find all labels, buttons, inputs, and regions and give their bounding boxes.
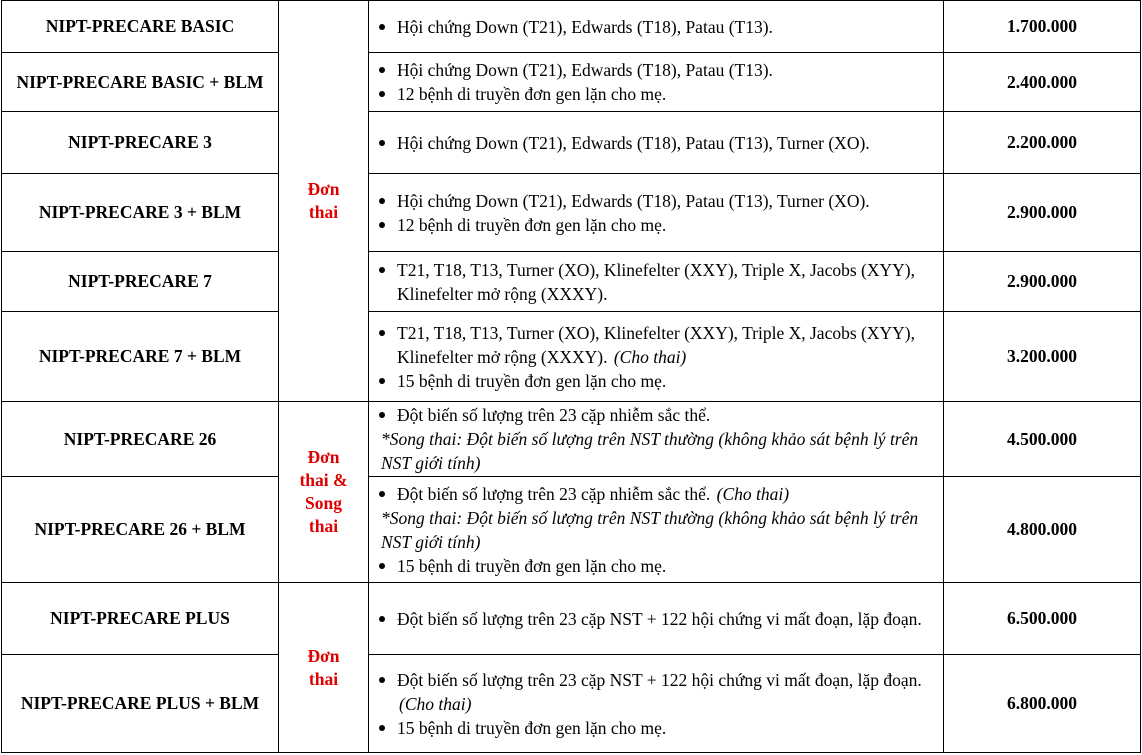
bullet-icon (379, 616, 385, 622)
test-type-label: Đơn thai (279, 583, 369, 753)
bullet-icon (379, 677, 385, 683)
bullet-icon (379, 725, 385, 731)
package-price: 2.200.000 (944, 112, 1141, 174)
list-item: T21, T18, T13, Turner (XO), Klinefelter (XXY), Triple X, Jacobs (XYY), Klinefelter mở rộng (XXXY). (379, 258, 935, 306)
list-item: 15 bệnh di truyền đơn gen lặn cho mẹ. (379, 369, 935, 393)
table-row (2, 174, 1141, 252)
package-name: NIPT-PRECARE PLUS + BLM (2, 655, 279, 753)
list-item: Hội chứng Down (T21), Edwards (T18), Patau (T13), Turner (XO). (379, 131, 935, 155)
twin-note: *Song thai: Đột biến số lượng trên NST thường (không khảo sát bệnh lý trên NST giới tính) (381, 429, 919, 473)
package-description (369, 583, 944, 655)
fetus-note: (Cho thai) (716, 483, 790, 504)
package-name: NIPT-PRECARE 26 (2, 402, 279, 477)
package-price: 1.700.000 (944, 1, 1141, 53)
list-item: T21, T18, T13, Turner (XO), Klinefelter (XXY), Triple X, Jacobs (XYY), Klinefelter mở rộng (XXXY). (Cho thai) (379, 321, 935, 369)
price-table (1, 0, 1141, 753)
table-row (2, 583, 1141, 655)
package-price: 4.500.000 (944, 402, 1141, 477)
list-item: Đột biến số lượng trên 23 cặp nhiễm sắc thể. (379, 403, 935, 427)
list-item: Đột biến số lượng trên 23 cặp NST + 122 hội chứng vi mất đoạn, lặp đoạn. (Cho thai) (379, 668, 935, 716)
package-name: NIPT-PRECARE 7 (2, 252, 279, 312)
package-description (369, 252, 944, 312)
list-item: Hội chứng Down (T21), Edwards (T18), Patau (T13). (379, 15, 935, 39)
fetus-note: (Cho thai) (399, 693, 472, 714)
table-row (2, 112, 1141, 174)
list-item: Hội chứng Down (T21), Edwards (T18), Patau (T13). (379, 58, 935, 82)
package-name: NIPT-PRECARE 26 + BLM (2, 477, 279, 583)
package-price: 2.400.000 (944, 53, 1141, 112)
table-row (2, 655, 1141, 753)
table-row (2, 1, 1141, 53)
package-price: 6.800.000 (944, 655, 1141, 753)
test-type-label: Đơn thai (279, 1, 369, 402)
bullet-icon (379, 491, 385, 497)
fetus-note: (Cho thai) (613, 346, 687, 367)
table-row (2, 312, 1141, 402)
bullet-icon (379, 378, 385, 384)
list-item: Đột biến số lượng trên 23 cặp NST + 122 hội chứng vi mất đoạn, lặp đoạn. (379, 607, 935, 631)
bullet-icon (379, 91, 385, 97)
package-description (369, 655, 944, 753)
package-price: 6.500.000 (944, 583, 1141, 655)
package-name: NIPT-PRECARE BASIC + BLM (2, 53, 279, 112)
package-name: NIPT-PRECARE 3 (2, 112, 279, 174)
package-name: NIPT-PRECARE BASIC (2, 1, 279, 53)
twin-note: *Song thai: Đột biến số lượng trên NST thường (không khảo sát bệnh lý trên NST giới tính) (381, 507, 919, 552)
package-name: NIPT-PRECARE 3 + BLM (2, 174, 279, 252)
bullet-icon (379, 222, 385, 228)
list-item: Đột biến số lượng trên 23 cặp nhiễm sắc thể. (Cho thai) (379, 482, 935, 506)
package-price: 3.200.000 (944, 312, 1141, 402)
package-description (369, 112, 944, 174)
bullet-icon (379, 198, 385, 204)
list-item: 15 bệnh di truyền đơn gen lặn cho mẹ. (379, 716, 935, 740)
package-price: 2.900.000 (944, 252, 1141, 312)
table-row (2, 477, 1141, 583)
package-price: 4.800.000 (944, 477, 1141, 583)
bullet-icon (379, 563, 385, 569)
list-item: 15 bệnh di truyền đơn gen lặn cho mẹ. (379, 554, 935, 578)
table-row (2, 252, 1141, 312)
table-row (2, 53, 1141, 112)
package-name: NIPT-PRECARE 7 + BLM (2, 312, 279, 402)
bullet-icon (379, 267, 385, 273)
package-description (369, 1, 944, 53)
bullet-icon (379, 330, 385, 336)
bullet-icon (379, 140, 385, 146)
test-type-label: Đơn thai & Song thai (279, 402, 369, 583)
list-item: 12 bệnh di truyền đơn gen lặn cho mẹ. (379, 82, 935, 106)
list-item: Hội chứng Down (T21), Edwards (T18), Patau (T13), Turner (XO). (379, 189, 935, 213)
table-row (2, 402, 1141, 477)
package-description (369, 174, 944, 252)
bullet-icon (379, 67, 385, 73)
bullet-icon (379, 24, 385, 30)
list-item: 12 bệnh di truyền đơn gen lặn cho mẹ. (379, 213, 935, 237)
package-name: NIPT-PRECARE PLUS (2, 583, 279, 655)
package-description (369, 312, 944, 402)
bullet-icon (379, 412, 385, 418)
package-description (369, 477, 944, 583)
package-description (369, 53, 944, 112)
package-price: 2.900.000 (944, 174, 1141, 252)
package-description (369, 402, 944, 477)
